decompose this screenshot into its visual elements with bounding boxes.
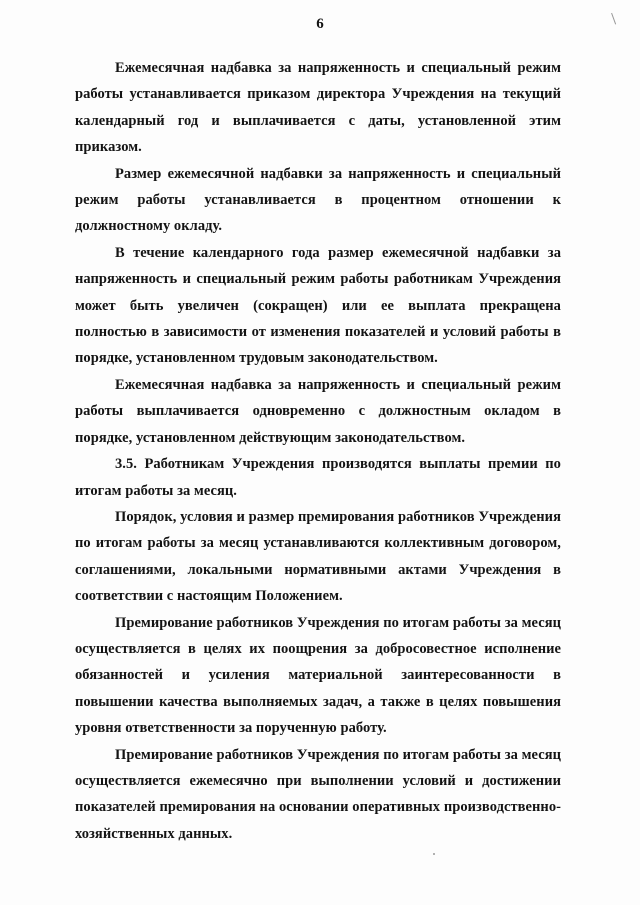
- paragraph-premium-purpose: Премирование работников Учреждения по итогам работы за месяц осуществляется в целях их поощрения за добросовестное исполнение обязанностей и усиления материальной заинтересованности в повышении качества выполняемых задач, а также в целях повышения уровня ответственности за порученную работу.: [75, 614, 561, 737]
- paragraph-bonus-payment: Ежемесячная надбавка за напряженность и специальный режим работы выплачивается одновременно с должностным окладом в порядке, установленном действующим законодательством.: [75, 376, 561, 446]
- paragraph-monthly-bonus-order: Ежемесячная надбавка за напряженность и специальный режим работы устанавливается приказом директора Учреждения на текущий календарный год и выплачивается с даты, установленной этим приказом.: [75, 60, 561, 156]
- scan-artifact-dot: [433, 853, 435, 855]
- paragraph-premium-frequency: Премирование работников Учреждения по итогам работы за месяц осуществляется ежемесячно при выполнении условий и достижении показателей премирования на основании оперативных производственно-хозяйственных данных.: [75, 746, 561, 842]
- page-number: 6: [316, 16, 324, 32]
- paragraph-premium-procedure: Порядок, условия и размер премирования работников Учреждения по итогам работы за месяц устанавливаются коллективным договором, соглашениями, локальными нормативными актами Учреждения в соответствии с настоящим Положением.: [75, 508, 561, 605]
- paragraph-bonus-change: В течение календарного года размер ежемесячной надбавки за напряженность и специальный режим работы работникам Учреждения может быть увеличен (сокращен) или ее выплата прекращена полностью в зависимости от изменения показателей и условий работы в порядке, установленном трудовым законодательством.: [75, 244, 561, 367]
- paragraph-section-3-5: 3.5. Работникам Учреждения производятся выплаты премии по итогам работы за месяц.: [75, 456, 561, 499]
- document-body: [75, 55, 561, 847]
- paragraph-bonus-size: Размер ежемесячной надбавки за напряженность и специальный режим работы устанавливается в процентном отношении к должностному окладу.: [75, 165, 561, 235]
